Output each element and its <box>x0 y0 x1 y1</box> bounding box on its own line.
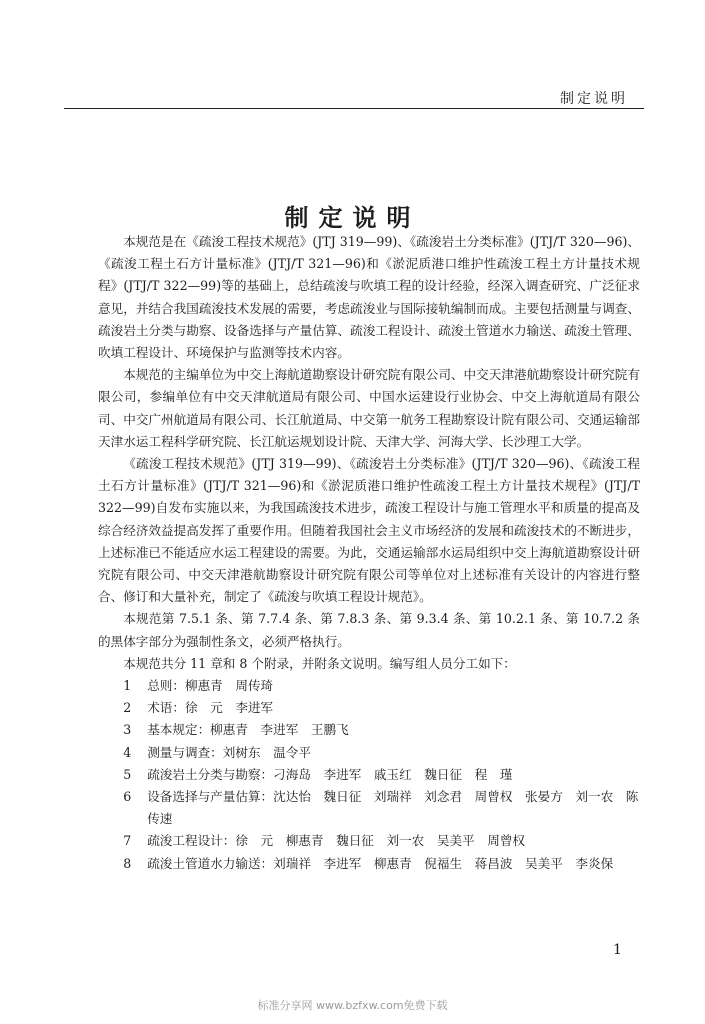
paragraph-history: 《疏浚工程技术规范》(JTJ 319—99)、《疏浚岩土分类标准》(JTJ/T 320—96)、《疏浚工程土石方计量标准》(JTJ/T 321—96)和《淤泥质港口维护性疏浚工程土方计量技术规程》(JTJ/T 322—99)自发布实施以来，为我国疏浚技术进步，疏浚工程设计与施工管理水平和质量的提高及综合经济效益提高发挥了重要作用。但随着我国社会主义市场经济的发展和疏浚技术的不断进步，上述标准已不能适应水运工程建设的需要。为此，交通运输部水运局组织中交上海航道勘察设计研究院有限公司、中交天津港航勘察设计研究院有限公司等单位对上述标准有关设计的内容进行整合、修订和大量补充，制定了《疏浚与吹填工程设计规范》。 <box>98 456 640 605</box>
list-item-text: 基本规定：柳惠青 李进军 王鹏飞 <box>147 722 349 738</box>
paragraph-intro: 本规范是在《疏浚工程技术规范》(JTJ 319—99)、《疏浚岩土分类标准》(JTJ/T 320—96)、《疏浚工程土石方计量标准》(JTJ/T 321—96)和《淤泥质港口维护性疏浚工程土方计量技术规程》(JTJ/T 322—99)等的基础上，总结疏浚与吹填工程的设计经验，经深入调查研究、广泛征求意见，并结合我国疏浚技术发展的需要，考虑疏浚业与国际接轨编制而成。主要包括测量与调查、疏浚岩土分类与勘察、设备选择与产量估算、疏浚工程设计、疏浚土管道水力输送、疏浚土管理、吹填工程设计、环境保护与监测等技术内容。 <box>98 234 640 361</box>
paragraph-editors: 本规范的主编单位为中交上海航道勘察设计研究院有限公司、中交天津港航勘察设计研究院有限公司，参编单位有中交天津航道局有限公司、中国水运建设行业协会、中交上海航道局有限公司、中交广州航道局有限公司、长江航道局、中交第一航务工程勘察设计院有限公司、交通运输部天津水运工程科学研究院、长江航运规划设计院、天津大学、河海大学、长沙理工大学。 <box>98 367 640 449</box>
list-item-number: 6 <box>123 789 132 805</box>
list-item <box>98 697 640 719</box>
list-item <box>98 786 640 830</box>
running-header: 制定说明 <box>560 91 628 107</box>
list-item-number: 1 <box>123 678 132 694</box>
list-item-number: 5 <box>123 766 132 782</box>
page-number: 1 <box>613 942 622 958</box>
list-item-number: 4 <box>123 744 132 760</box>
list-item <box>98 742 640 764</box>
body-text <box>98 231 640 875</box>
author-list <box>98 675 640 875</box>
list-item <box>98 719 640 741</box>
list-item-text: 测量与调查：刘树东 温令平 <box>147 744 311 760</box>
list-item-text: 疏浚土管道水力输送：刘瑞祥 李进军 柳惠青 倪福生 蒋昌波 吴美平 李炎保 <box>147 855 614 871</box>
list-item-number: 3 <box>123 722 132 738</box>
header-rule <box>64 108 644 109</box>
paragraph-structure: 本规范共分 11 章和 8 个附录，并附条文说明。编写组人员分工如下： <box>123 655 516 671</box>
list-item-text: 疏浚岩土分类与勘察：刁海岛 李进军 戚玉红 魏日征 程 瑾 <box>147 766 513 782</box>
list-item-number: 7 <box>123 833 132 849</box>
list-item-text: 疏浚工程设计：徐 元 柳惠青 魏日征 刘一农 吴美平 周曾权 <box>147 833 525 849</box>
list-item-number: 8 <box>123 855 132 871</box>
list-item-text: 总则：柳惠青 周传琦 <box>147 678 274 694</box>
paragraph-mandatory: 本规范第 7.5.1 条、第 7.7.4 条、第 7.8.3 条、第 9.3.4 条、第 10.2.1 条、第 10.7.2 条的黑体字部分为强制性条文，必须严格执行。 <box>98 611 640 649</box>
list-item-text: 设备选择与产量估算：沈达怡 魏日征 刘瑞祥 刘念君 周曾权 张晏方 刘一农 陈传速 <box>147 789 639 827</box>
list-item-number: 2 <box>123 700 132 716</box>
watermark: 标准分享网 www.bzfxw.com免费下载 <box>257 999 448 1012</box>
list-item <box>98 830 640 852</box>
list-item <box>98 764 640 786</box>
list-item <box>98 853 640 875</box>
list-item <box>98 675 640 697</box>
page-title: 制定说明 <box>284 203 421 233</box>
list-item-text: 术语：徐 元 李进军 <box>147 700 274 716</box>
